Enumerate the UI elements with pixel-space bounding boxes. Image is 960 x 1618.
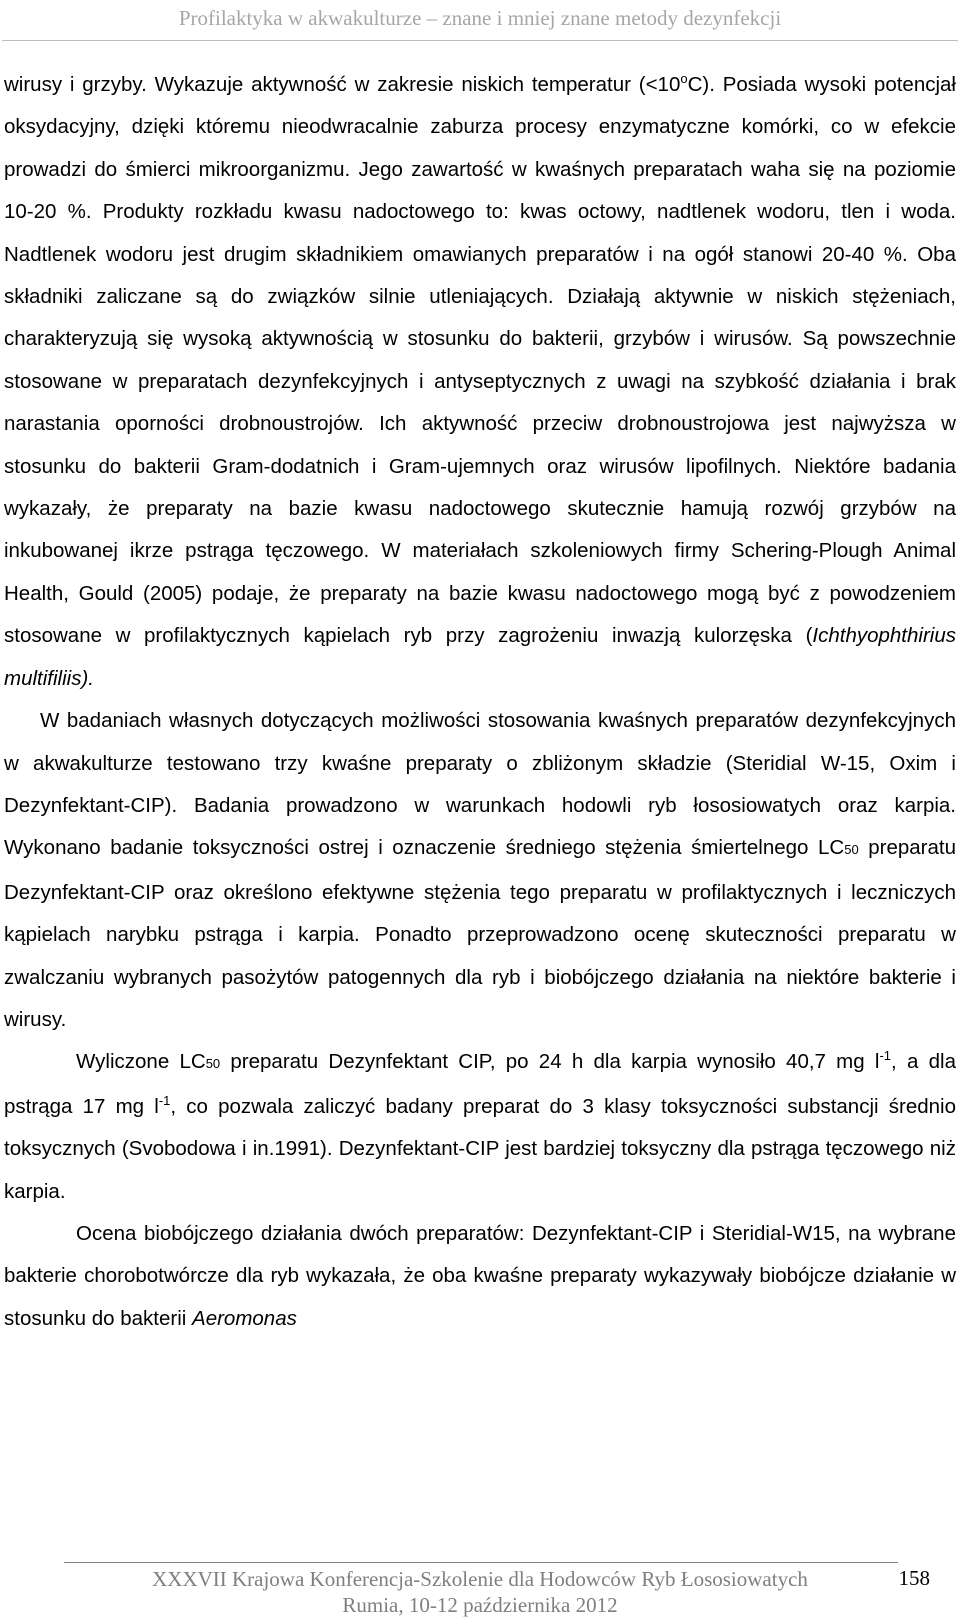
page-number: 158 <box>898 1566 930 1590</box>
paragraph-2 <box>4 700 956 1041</box>
degree-sign: o <box>680 71 688 87</box>
header-divider <box>2 40 958 41</box>
p2-text-b: preparatu Dezynfektant-CIP oraz określono efektywne stężenia tego preparatu w profilaktycznych i leczniczych kąpielach narybku pstrąga i karpia. Ponadto przeprowadzono ocenę skuteczności preparatu w zwalczaniu wybranych pasożytów patogennych dla ryb i biobójczego działania na niektóre bakterie i wirusy. <box>4 836 956 1031</box>
superscript-unit-1: -1 <box>879 1048 892 1064</box>
document-body <box>4 64 956 1340</box>
superscript-unit-2: -1 <box>158 1092 171 1108</box>
paragraph-1 <box>4 64 956 700</box>
p1-text-b: C). Posiada wysoki potencjał oksydacyjny, dzięki któremu nieodwracalnie zaburza procesy enzymatyczne komórki, co w efekcie prowadzi do śmierci mikroorganizmu. Jego zawartość w kwaśnych preparatach waha się na poziomie 10-20 %. Produkty rozkładu kwasu nadoctowego to: kwas octowy, nadtlenek wodoru, tlen i woda. Nadtlenek wodoru jest drugim składnikiem omawianych preparatów i na ogół stanowi 20-40 %. Oba składniki zaliczane są do związków silnie utleniających. Działają aktywnie w niskich stężeniach, charakteryzują się wysoką aktywnością w stosunku do bakterii, grzybów i wirusów. Są powszechnie stosowane w preparatach dezynfekcyjnych i antyseptycznych z uwagi na szybkość działania i brak narastania oporności drobnoustrojów. Ich aktywność przeciw drobnoustrojowa jest najwyższa w stosunku do bakterii Gram-dodatnich i Gram-ujemnych oraz wirusów lipofilnych. Niektóre badania wykazały, że preparaty na bazie kwasu nadoctowego skutecznie hamują rozwój grzybów na inkubowanej ikrze pstrąga tęczowego. W materiałach szkoleniowych firmy Schering-Plough Animal Health, Gould (2005) podaje, że preparaty na bazie kwasu nadoctowego mogą być z powodzeniem stosowane w profilaktycznych kąpielach ryb przy zagrożeniu inwazją kulorzęska ( <box>4 73 956 648</box>
p3-text-c: , a dla pstrąga 17 mg l <box>4 1050 956 1118</box>
p3-text-a: Wyliczone LC <box>76 1050 206 1074</box>
p3-text-d: , co pozwala zaliczyć badany preparat do 3 klasy toksyczności substancji średnio toksycznych (Svobodowa i in.1991). Dezynfektant-CIP jest bardziej toksyczny dla pstrąga tęczowego niż karpia. <box>4 1094 956 1203</box>
p3-text-b: preparatu Dezynfektant CIP, po 24 h dla karpia wynosiło 40,7 mg l <box>220 1050 880 1074</box>
paragraph-3 <box>4 1041 956 1213</box>
paragraph-4 <box>4 1213 956 1340</box>
p1-text-a: wirusy i grzyby. Wykazuje aktywność w zakresie niskich temperatur (<10 <box>4 73 681 96</box>
genus-name: Aeromonas <box>192 1306 297 1330</box>
running-footer <box>0 1566 960 1618</box>
p2-text-a: W badaniach własnych dotyczących możliwości stosowania kwaśnych preparatów dezynfekcyjnych w akwakulturze testowano trzy kwaśne preparaty o zbliżonym składzie (Steridial W-15, Oxim i Dezynfektant-CIP). Badania prowadzono w warunkach hodowli ryb łososiowatych oraz karpia. Wykonano badanie toksyczności ostrej i oznaczenie średniego stężenia śmiertelnego LC <box>4 709 956 860</box>
lc50-subscript: 50 <box>844 842 859 858</box>
species-name: Ichthyophthirius multifiliis). <box>4 624 956 690</box>
footer-location-date: Rumia, 10-12 października 2012 <box>342 1593 618 1617</box>
p4-text-a: Ocena biobójczego działania dwóch preparatów: Dezynfektant-CIP i Steridial-W15, na wybrane bakterie chorobotwórcze dla ryb wykazała, że oba kwaśne preparaty wykazywały biobójcze działanie w stosunku do bakterii <box>4 1221 956 1330</box>
footer-conference: XXXVII Krajowa Konferencja-Szkolenie dla Hodowców Ryb Łososiowatych <box>152 1567 808 1591</box>
lc50-subscript: 50 <box>205 1056 221 1072</box>
running-header: Profilaktyka w akwakulturze – znane i mniej znane metody dezynfekcji <box>178 6 782 30</box>
footer-divider <box>64 1562 898 1563</box>
